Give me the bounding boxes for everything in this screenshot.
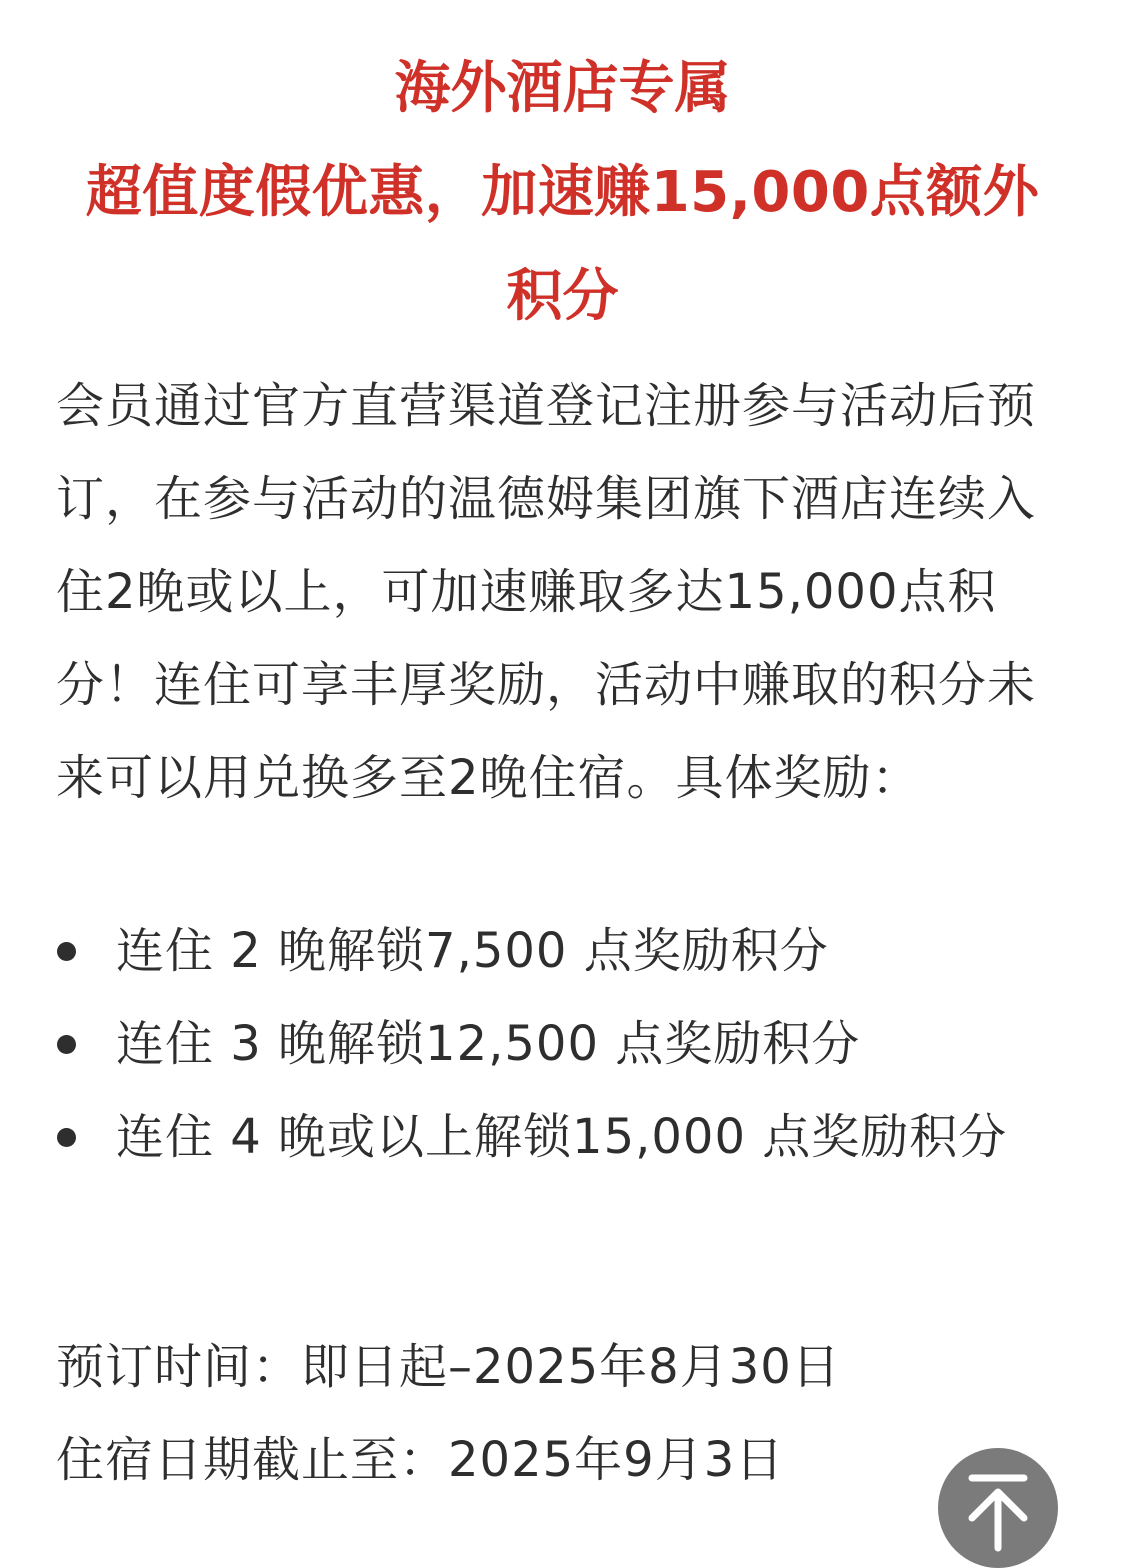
reward-item [56,998,1046,1091]
reward-list [56,905,1046,1184]
headline-subtitle: 超值度假优惠，加速赚15,000点额外 [85,160,1040,225]
bullet-dot [57,1035,76,1054]
bullet-dot [57,1128,76,1147]
headline-subtitle-continued: 积分 [506,264,619,329]
reward-item [56,905,1046,998]
stay-deadline: 住宿日期截止至：2025年9月3日 [56,1432,785,1488]
back-to-top-button[interactable] [938,1448,1058,1568]
booking-period: 预订时间：即日起–2025年8月30日 [56,1339,841,1395]
reward-text: 连住 2 晚解锁7,500 点奖励积分 [116,923,829,979]
promotion-description: 会员通过官方直营渠道登记注册参与活动后预订，在参与活动的温德姆集团旗下酒店连续入住2晚或以上，可加速赚取多达15,000点积分！连住可享丰厚奖励，活动中赚取的积分未来可以用兑换多至2晚住宿。具体奖励： [56,378,1037,806]
bullet-dot [57,942,76,961]
headline-title: 海外酒店专属 [394,56,731,121]
reward-text: 连住 3 晚解锁12,500 点奖励积分 [116,1016,861,1072]
reward-item [56,1091,1046,1184]
arrow-up-to-line-icon [938,1448,1058,1568]
reward-text: 连住 4 晚或以上解锁15,000 点奖励积分 [116,1109,1008,1165]
